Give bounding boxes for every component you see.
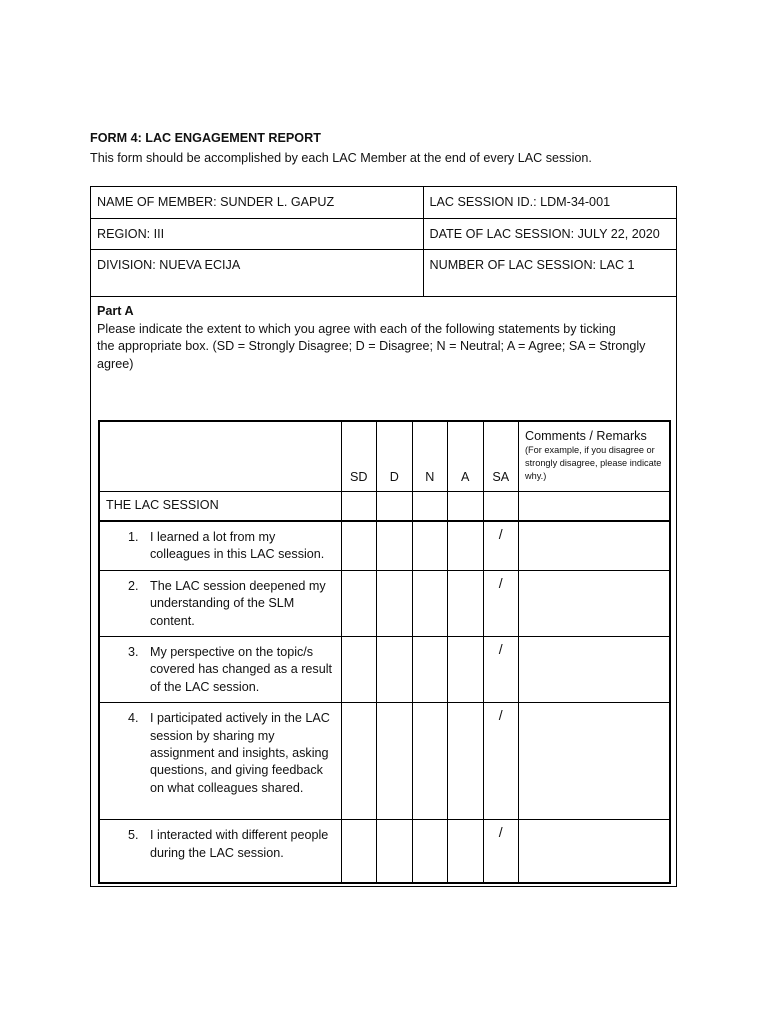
remarks-cell[interactable] <box>519 703 670 820</box>
section-cell-d <box>377 491 413 521</box>
survey-item-row <box>99 820 670 883</box>
form-header <box>90 128 592 168</box>
checkbox-sa[interactable]: / <box>483 703 519 820</box>
section-label: THE LAC SESSION <box>99 491 341 521</box>
form-title: FORM 4: LAC ENGAGEMENT REPORT <box>90 131 321 145</box>
session-number: NUMBER OF LAC SESSION: LAC 1 <box>423 249 676 296</box>
comments-note: (For example, if you disagree or strongly disagree, please indicate why.) <box>525 445 662 481</box>
statement-header-cell <box>99 421 341 491</box>
checkbox-sa[interactable]: / <box>483 570 519 636</box>
item-number: 2. <box>128 578 139 593</box>
checkbox-sa[interactable]: / <box>483 637 519 703</box>
checkbox-n[interactable] <box>412 521 448 570</box>
remarks-cell[interactable] <box>519 637 670 703</box>
section-cell-a <box>448 491 484 521</box>
survey-header-row <box>99 421 670 491</box>
region: REGION: III <box>91 218 423 249</box>
checkbox-d[interactable] <box>377 703 413 820</box>
statement-cell <box>99 820 341 883</box>
statement-cell <box>99 703 341 820</box>
section-row <box>99 491 670 521</box>
section-cell-sa <box>483 491 519 521</box>
part-a-instructions <box>97 303 667 373</box>
scale-d: D <box>377 421 413 491</box>
checkbox-sd[interactable] <box>341 570 377 636</box>
division: DIVISION: NUEVA ECIJA <box>91 249 423 296</box>
remarks-cell[interactable] <box>519 521 670 570</box>
comments-header <box>519 421 670 491</box>
statement-text: My perspective on the topic/s covered has changed as a result of the LAC session. <box>150 645 333 694</box>
comments-title: Comments / Remarks <box>525 429 647 443</box>
statement-text: I participated actively in the LAC session by sharing my assignment and insights, asking questions, and giving feedback on what colleagues shared. <box>150 711 330 795</box>
statement-text: I learned a lot from my colleagues in this LAC session. <box>150 530 325 562</box>
part-a-title: Part A <box>97 304 134 318</box>
statement-text: The LAC session deepened my understanding of the SLM content. <box>150 578 326 628</box>
item-number: 3. <box>128 645 139 660</box>
member-info-table <box>91 187 676 297</box>
scale-sd: SD <box>341 421 377 491</box>
form-subtitle: This form should be accomplished by each LAC Member at the end of every LAC session. <box>90 151 592 165</box>
checkbox-sa[interactable]: / <box>483 521 519 570</box>
checkbox-d[interactable] <box>377 570 413 636</box>
survey-item-row <box>99 570 670 636</box>
survey-item-row <box>99 521 670 570</box>
checkbox-a[interactable] <box>448 637 484 703</box>
member-name: NAME OF MEMBER: SUNDER L. GAPUZ <box>91 187 423 218</box>
item-number: 1. <box>128 530 139 544</box>
statement-text: I interacted with different people during the LAC session. <box>150 828 329 860</box>
checkbox-n[interactable] <box>412 570 448 636</box>
remarks-cell[interactable] <box>519 820 670 883</box>
session-date: DATE OF LAC SESSION: JULY 22, 2020 <box>423 218 676 249</box>
part-a-line-1: Please indicate the extent to which you agree with each of the following statements by ticking <box>97 321 616 336</box>
statement-cell <box>99 521 341 570</box>
section-cell-n <box>412 491 448 521</box>
checkbox-sd[interactable] <box>341 521 377 570</box>
checkbox-sd[interactable] <box>341 703 377 820</box>
checkbox-a[interactable] <box>448 820 484 883</box>
checkbox-sa[interactable]: / <box>483 820 519 883</box>
scale-n: N <box>412 421 448 491</box>
checkbox-n[interactable] <box>412 703 448 820</box>
session-id: LAC SESSION ID.: LDM-34-001 <box>423 187 676 218</box>
checkbox-d[interactable] <box>377 521 413 570</box>
survey-item-row <box>99 637 670 703</box>
statement-cell <box>99 570 341 636</box>
section-cell-sd <box>341 491 377 521</box>
checkbox-sd[interactable] <box>341 637 377 703</box>
checkbox-n[interactable] <box>412 637 448 703</box>
remarks-cell[interactable] <box>519 570 670 636</box>
checkbox-d[interactable] <box>377 820 413 883</box>
scale-a: A <box>448 421 484 491</box>
checkbox-a[interactable] <box>448 703 484 820</box>
item-number: 4. <box>128 711 139 726</box>
part-a-line-2: the appropriate box. (SD = Strongly Disagree; D = Disagree; N = Neutral; A = Agree; SA = Strongly agree) <box>97 339 646 371</box>
checkbox-a[interactable] <box>448 521 484 570</box>
survey-item-row <box>99 703 670 820</box>
section-cell-comments <box>519 491 670 521</box>
scale-sa: SA <box>483 421 519 491</box>
checkbox-a[interactable] <box>448 570 484 636</box>
checkbox-d[interactable] <box>377 637 413 703</box>
item-number: 5. <box>128 828 139 843</box>
checkbox-sd[interactable] <box>341 820 377 883</box>
statement-cell <box>99 637 341 703</box>
report-form <box>90 186 677 887</box>
checkbox-n[interactable] <box>412 820 448 883</box>
survey-table <box>98 420 671 884</box>
